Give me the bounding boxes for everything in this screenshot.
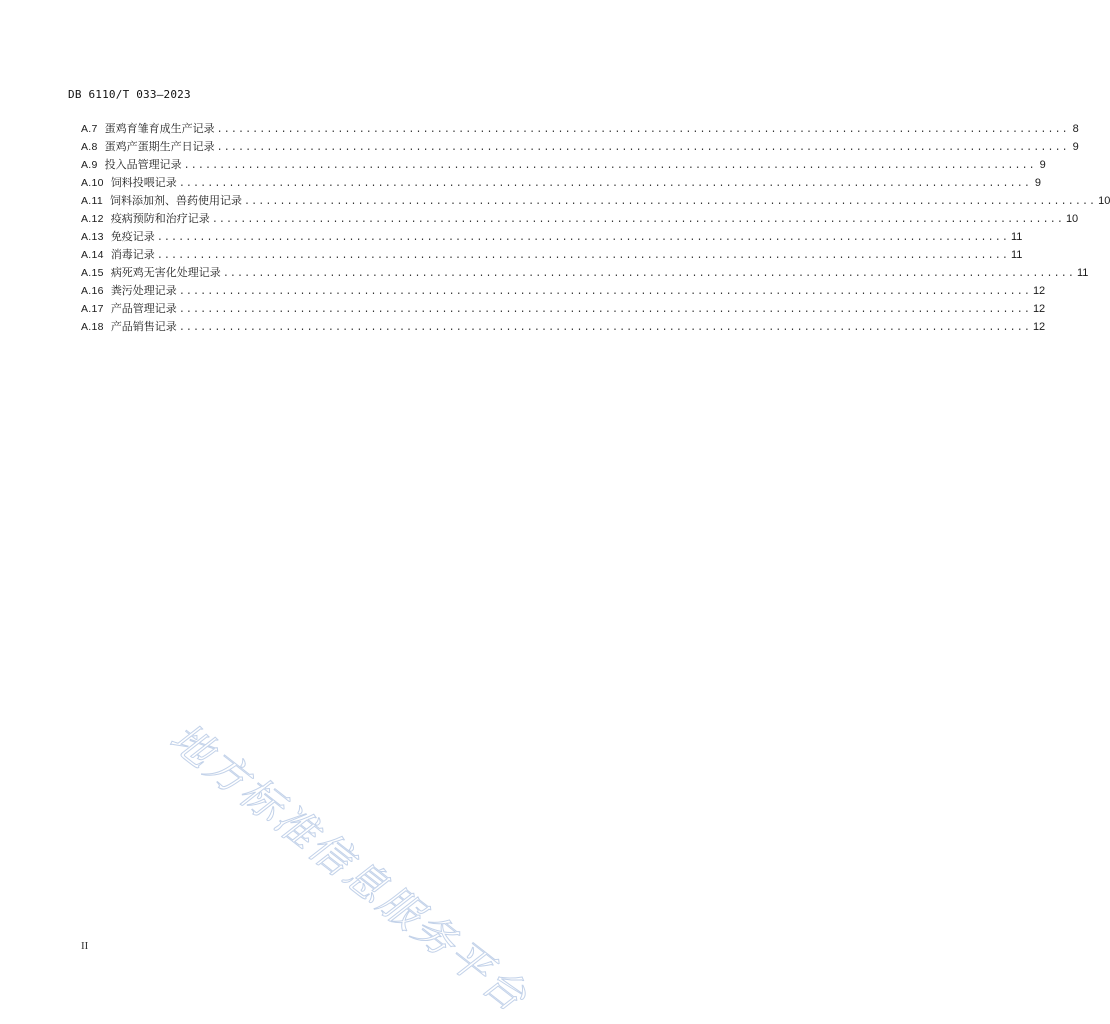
toc-dot-leader: ........................................................................................................................ — [156, 233, 1009, 244]
toc-dot-leader: ........................................................................................................................ — [216, 125, 1069, 136]
toc-entry-a15[interactable] — [81, 264, 1089, 282]
toc-dot-leader: ........................................................................................................................ — [211, 215, 1064, 226]
toc-entry-title: 饲料添加剂、兽药使用记录 — [110, 194, 243, 207]
page-number: II — [81, 940, 89, 952]
toc-entry-a7[interactable] — [81, 120, 1079, 138]
toc-entry-a17[interactable] — [81, 300, 1046, 318]
toc-entry-number: A.8 — [81, 141, 98, 153]
toc-entry-number: A.16 — [81, 285, 104, 297]
toc-entry-page: 12 — [1032, 285, 1046, 297]
toc-entry-number: A.7 — [81, 123, 98, 135]
toc-entry-page: 10 — [1065, 213, 1079, 225]
toc-entry-number: A.11 — [81, 195, 104, 207]
toc-entry-number: A.17 — [81, 303, 104, 315]
toc-entry-title: 产品管理记录 — [110, 302, 177, 315]
toc-dot-leader: ........................................................................................................................ — [178, 179, 1031, 190]
toc-entry-title: 饲料投喂记录 — [110, 176, 177, 189]
document-code: DB 6110/T 033—2023 — [68, 88, 191, 101]
toc-entry-page: 12 — [1032, 303, 1046, 315]
toc-dot-leader: ........................................................................................................................ — [222, 269, 1075, 280]
watermark-text: 地方标准信息服务平台 — [161, 713, 538, 1023]
toc-dot-leader: ........................................................................................................................ — [244, 197, 1097, 208]
toc-entry-title: 消毒记录 — [110, 248, 155, 261]
toc-entry-a18[interactable] — [81, 318, 1046, 336]
toc-dot-leader: ........................................................................................................................ — [178, 323, 1031, 334]
toc-entry-title: 蛋鸡产蛋期生产日记录 — [104, 140, 215, 153]
toc-dot-leader: ........................................................................................................................ — [183, 161, 1036, 172]
toc-entry-title: 产品销售记录 — [110, 320, 177, 333]
toc-entry-page: 8 — [1072, 123, 1079, 135]
toc-entry-page: 11 — [1010, 231, 1023, 243]
toc-entry-title: 免疫记录 — [110, 230, 155, 243]
toc-entry-a9[interactable] — [81, 156, 1046, 174]
toc-entry-a16[interactable] — [81, 282, 1046, 300]
toc-dot-leader: ........................................................................................................................ — [216, 143, 1069, 154]
toc-entry-page: 12 — [1032, 321, 1046, 333]
toc-entry-number: A.9 — [81, 159, 98, 171]
toc-entry-a8[interactable] — [81, 138, 1079, 156]
toc-entry-title: 病死鸡无害化处理记录 — [110, 266, 221, 279]
toc-entry-a11[interactable] — [81, 192, 1110, 210]
toc-entry-title: 投入品管理记录 — [104, 158, 182, 171]
toc-entry-title: 疫病预防和治疗记录 — [110, 212, 210, 225]
toc-entry-number: A.12 — [81, 213, 104, 225]
toc-entry-a14[interactable] — [81, 246, 1023, 264]
toc-entry-title: 蛋鸡育雏育成生产记录 — [104, 122, 215, 135]
toc-entry-number: A.10 — [81, 177, 104, 189]
toc-entry-page: 10 — [1098, 195, 1110, 207]
toc-entry-a12[interactable] — [81, 210, 1079, 228]
toc-entry-a10[interactable] — [81, 174, 1041, 192]
toc-dot-leader: ........................................................................................................................ — [178, 287, 1031, 298]
toc-dot-leader: ........................................................................................................................ — [156, 251, 1009, 262]
toc-entry-page: 9 — [1039, 159, 1046, 171]
toc-entry-page: 11 — [1010, 249, 1023, 261]
toc-entry-page: 11 — [1076, 267, 1089, 279]
toc-entry-number: A.13 — [81, 231, 104, 243]
toc-entry-number: A.14 — [81, 249, 104, 261]
toc-entry-page: 9 — [1034, 177, 1041, 189]
table-of-contents — [81, 120, 1110, 336]
toc-entry-a13[interactable] — [81, 228, 1023, 246]
toc-entry-number: A.15 — [81, 267, 104, 279]
toc-entry-title: 粪污处理记录 — [110, 284, 177, 297]
toc-entry-number: A.18 — [81, 321, 104, 333]
toc-entry-page: 9 — [1072, 141, 1079, 153]
toc-dot-leader: ........................................................................................................................ — [178, 305, 1031, 316]
